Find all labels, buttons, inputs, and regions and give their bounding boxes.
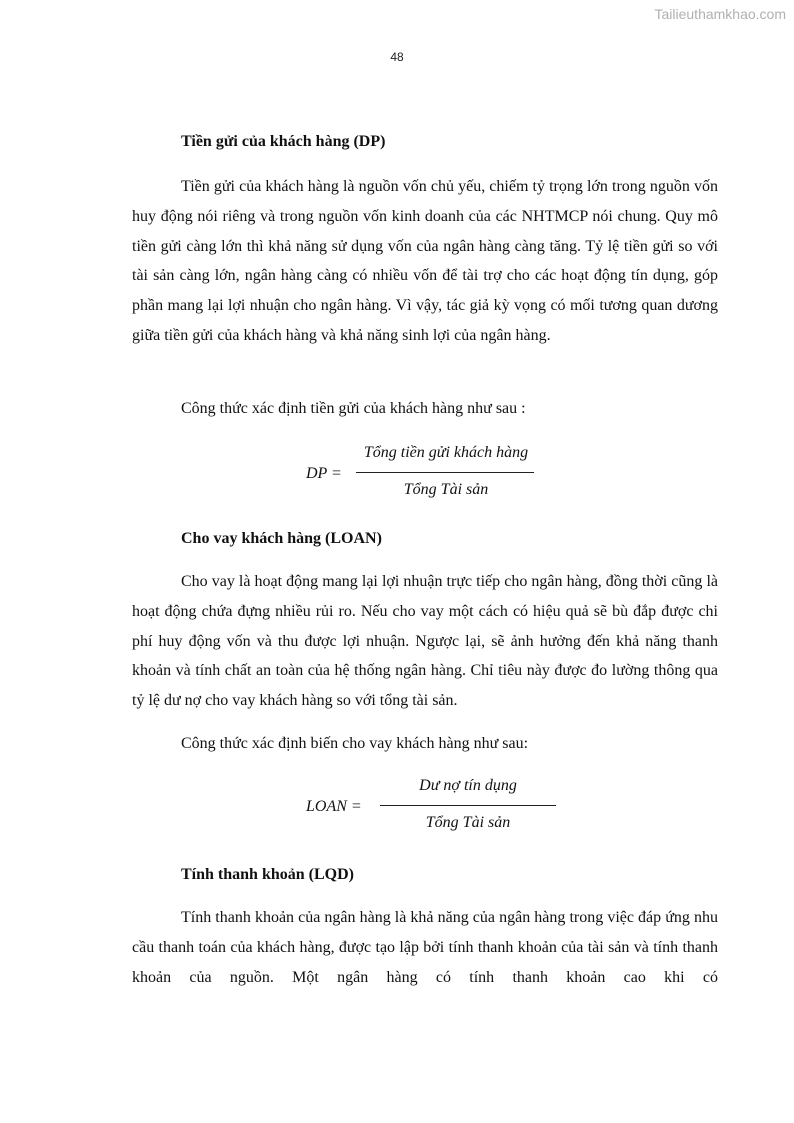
formula-loan-numerator: Dư nợ tín dụng xyxy=(419,777,517,794)
formula-loan-fraction-bar xyxy=(380,805,556,806)
formula-dp-denominator: Tổng Tài sản xyxy=(403,481,489,498)
heading-lqd: Tính thanh khoản (LQD) xyxy=(181,866,354,883)
formula-loan-denominator: Tổng Tài sản xyxy=(425,814,511,831)
formula-dp-numerator: Tổng tiền gửi khách hàng xyxy=(363,444,529,461)
page-number: 48 xyxy=(390,50,404,64)
watermark-text: Tailieuthamkhao.com xyxy=(654,6,786,22)
formula-dp-fraction-bar xyxy=(356,472,534,473)
heading-loan: Cho vay khách hàng (LOAN) xyxy=(181,530,382,547)
paragraph-loan: Cho vay là hoạt động mang lại lợi nhuận trực tiếp cho ngân hàng, đồng thời cũng là hoạt động chứa đựng nhiều rủi ro. Nếu cho vay một cách có hiệu quả sẽ bù đắp được chi phí huy động vốn và thu được lợi nhuận. Ngược lại, sẽ ảnh hưởng đến khả năng thanh khoản và tính chất an toàn của hệ thống ngân hàng. Chỉ tiêu này được đo lường thông qua tỷ lệ dư nợ cho vay khách hàng so với tổng tài sản. xyxy=(132,573,718,710)
formula-loan-lhs: LOAN = xyxy=(306,798,362,815)
formula-dp-lhs: DP = xyxy=(306,465,342,482)
formula-intro-dp: Công thức xác định tiền gửi của khách hàng như sau : xyxy=(181,400,526,417)
paragraph-dp: Tiền gửi của khách hàng là nguồn vốn chủ yếu, chiếm tỷ trọng lớn trong nguồn vốn huy động nói riêng và trong nguồn vốn kinh doanh của các NHTMCP nói chung. Quy mô tiền gửi càng lớn thì khả năng sử dụng vốn của ngân hàng càng tăng. Tỷ lệ tiền gửi so với tài sản càng lớn, ngân hàng càng có nhiều vốn để tài trợ cho các hoạt động tín dụng, góp phần mang lại lợi nhuận cho ngân hàng. Vì vậy, tác giả kỳ vọng có mối tương quan dương giữa tiền gửi của khách hàng và khả năng sinh lợi của ngân hàng. xyxy=(132,178,718,344)
paragraph-lqd: Tính thanh khoản của ngân hàng là khả năng của ngân hàng trong việc đáp ứng nhu cầu thanh toán của khách hàng, được tạo lập bởi tính thanh khoản của tài sản và tính thanh khoản của nguồn. Một ngân hàng có tính thanh khoản cao khi có xyxy=(132,909,718,986)
heading-dp: Tiền gửi của khách hàng (DP) xyxy=(181,133,386,150)
formula-intro-loan: Công thức xác định biến cho vay khách hàng như sau: xyxy=(181,735,529,752)
